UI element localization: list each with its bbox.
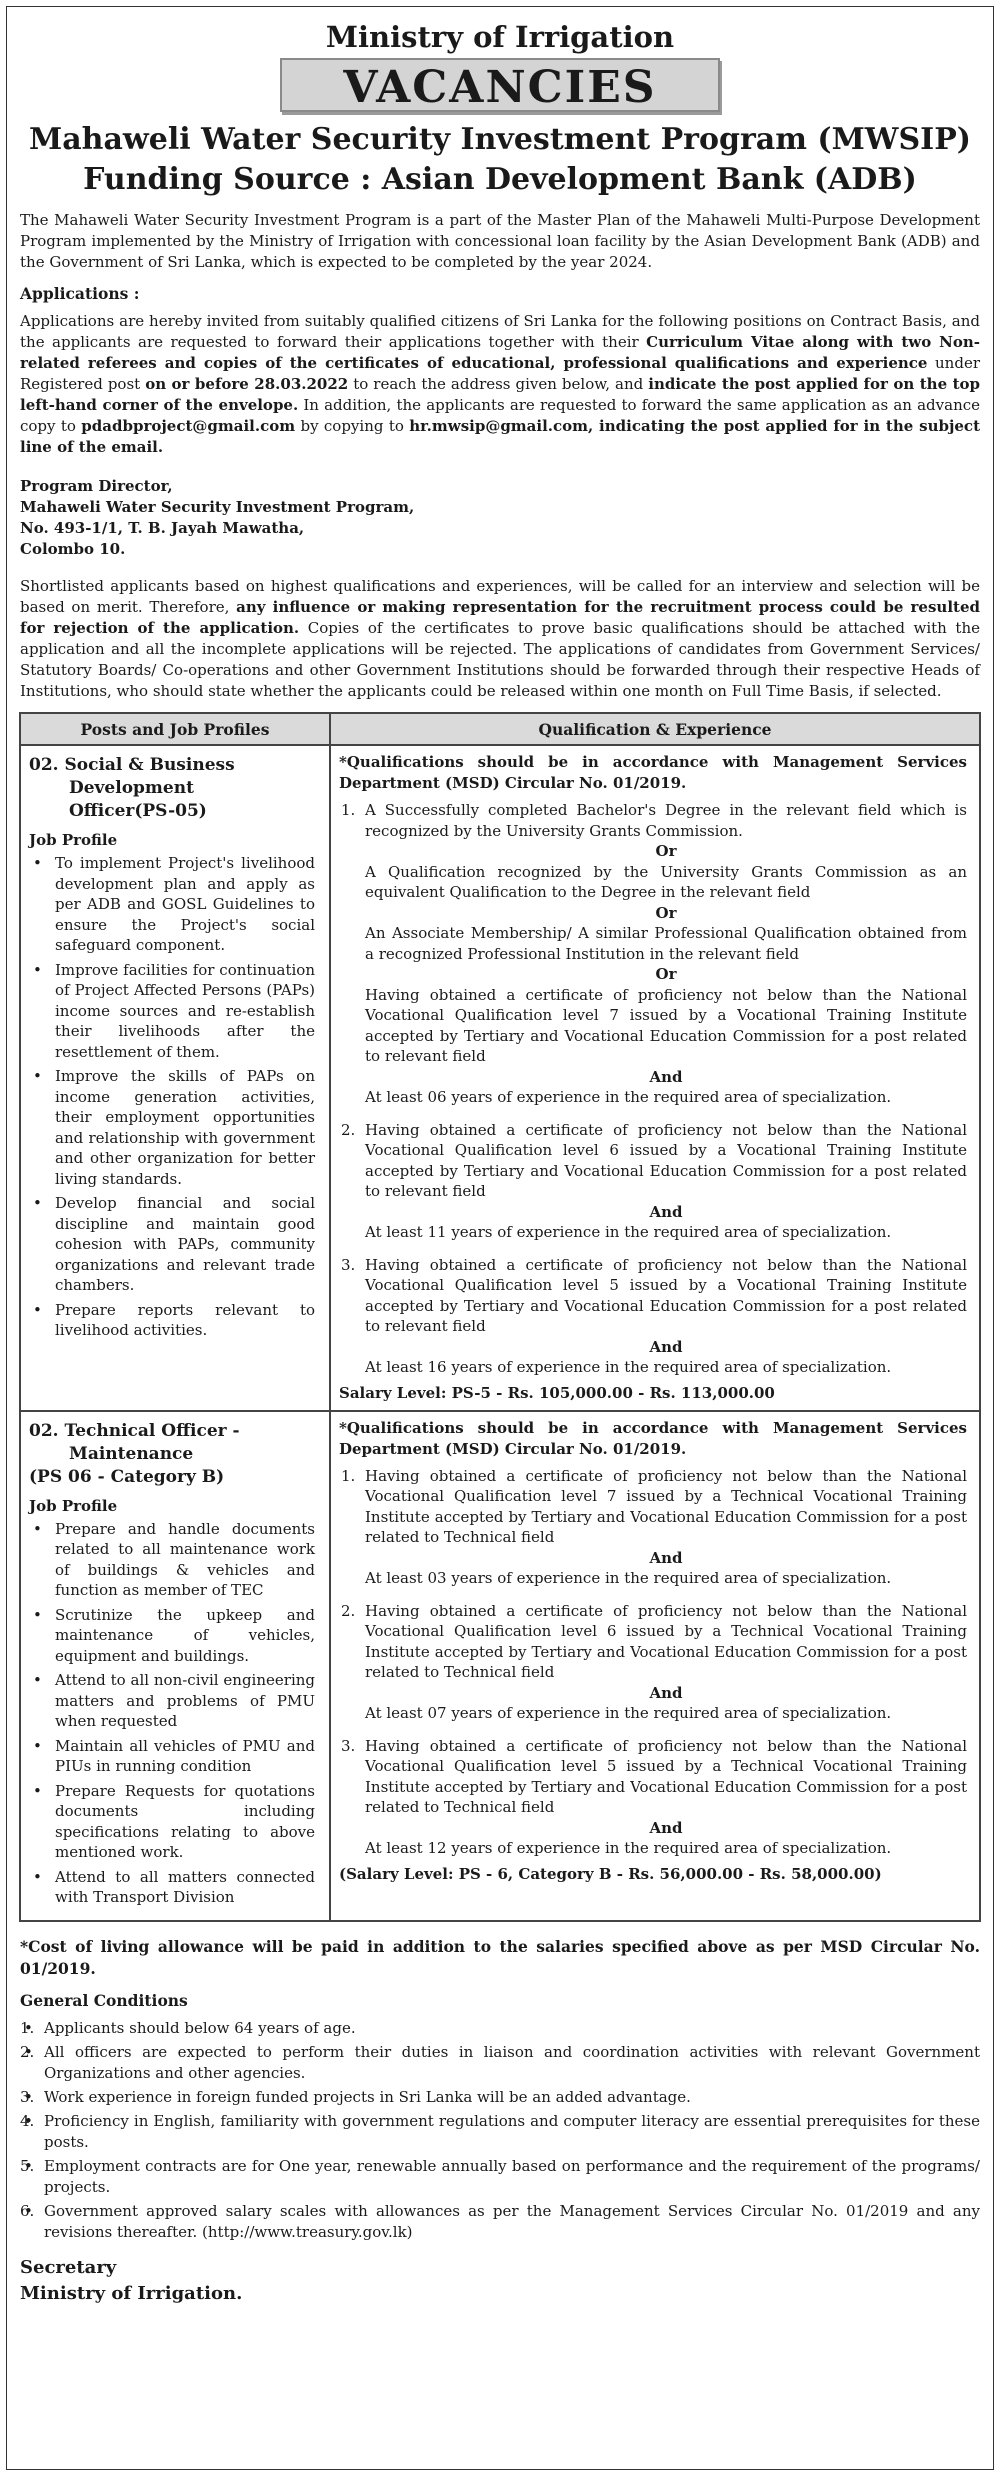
vacancies-banner: VACANCIES: [280, 58, 720, 112]
experience-text: At least 11 years of experience in the required area of specialization.: [365, 1223, 892, 1241]
list-item: [20, 2201, 980, 2243]
list-item: [20, 2018, 980, 2039]
shortlist-bold: any influence or making representation for the recruitment process could be resulted for rejection of the application.: [20, 598, 980, 637]
post1-qual-list: [339, 800, 967, 1378]
post1-title-b: Development: [69, 778, 194, 798]
post1-qual-3: [339, 1255, 967, 1378]
post2-qual-list: [339, 1466, 967, 1859]
apps-bold-1: Curriculum Vitae along with two Non-related referees and copies of the certificates of educational, professional qualifications and experience: [20, 333, 980, 372]
list-item: [20, 2042, 980, 2084]
item-text: Applicants should below 64 years of age.: [44, 2018, 356, 2037]
advance-copy-email[interactable]: pdadbproject@gmail.com: [81, 417, 296, 435]
or-label: Or: [655, 903, 677, 922]
post2-qual-note: *Qualifications should be in accordance with Management Services Department (MSD) Circular No. 01/2019.: [339, 1418, 967, 1458]
list-item: • Attend to all matters connected with Transport Division: [29, 1867, 315, 1908]
post2-qualification-cell: [330, 1411, 980, 1921]
table-row-post2: [20, 1411, 980, 1921]
list-item: [20, 2156, 980, 2198]
post1-job-profile-label: Job Profile: [29, 831, 118, 849]
address-line1: Program Director,: [20, 477, 173, 495]
hr-email[interactable]: hr.mwsip@gmail.com, indicating the post applied for in the subject line of the email.: [20, 417, 980, 456]
post2-duties: [29, 1519, 315, 1908]
col-qualification-header: Qualification & Experience: [330, 713, 980, 745]
postal-address: [20, 476, 980, 560]
experience-text: At least 03 years of experience in the required area of specialization.: [365, 1569, 892, 1587]
item-text: Employment contracts are for One year, renewable annually based on performance and the requirement of the programs/ projects.: [44, 2156, 980, 2196]
post1-qualification-cell: [330, 745, 980, 1411]
item-text: Proficiency in English, familiarity with government regulations and computer literacy are essential prerequisites for these posts.: [44, 2111, 980, 2151]
post1-profile-cell: [20, 745, 330, 1411]
shortlist-text-1: Shortlisted applicants based on highest qualifications and experiences, will be called for an interview and selection will be based on merit. Therefore,: [20, 577, 980, 616]
experience-text: At least 07 years of experience in the required area of specialization.: [365, 1704, 892, 1722]
experience-text: At least 16 years of experience in the required area of specialization.: [365, 1358, 892, 1376]
post2-title-a: 02. Technical Officer -: [29, 1420, 240, 1441]
item-text: All officers are expected to perform their duties in liaison and coordination activities with relevant Government Organizations and other agencies.: [44, 2042, 980, 2082]
qual-text: A Qualification recognized by the University Grants Commission as an equivalent Qualification to the Degree in the relevant field: [365, 862, 967, 901]
or-label: Or: [655, 965, 677, 983]
ministry-heading: Ministry of Irrigation: [325, 20, 675, 54]
qual-text: Having obtained a certificate of proficiency not below than the National Vocational Qualification level 7 issued by a Technical Vocational Training Institute accepted by Tertiary and Vocational Education Commission for a post related to Technical field: [365, 1466, 967, 1546]
post1-qual-note: *Qualifications should be in accordance with Management Services Department (MSD) Circular No. 01/2019.: [339, 753, 967, 792]
qual-number: 2.: [341, 1601, 356, 1620]
general-conditions-heading: General Conditions: [20, 1990, 188, 2010]
post1-salary: Salary Level: PS-5 - Rs. 105,000.00 - Rs. 113,000.00: [339, 1383, 775, 1402]
qual-number: 1.: [341, 801, 356, 819]
item-text: Work experience in foreign funded projects in Sri Lanka will be an added advantage.: [44, 2087, 691, 2106]
list-item: • Develop financial and social discipline and maintain good cohesion with PAPs, community organizations and relevant trade chambers.: [29, 1193, 315, 1296]
table-row-post1: [20, 745, 980, 1411]
and-label: And: [649, 1337, 683, 1356]
qual-text: Having obtained a certificate of proficiency not below than the National Vocational Qualification level 6 issued by a Vocational Training Institute accepted by Tertiary and Vocational Education Commission for a post related to relevant field: [365, 1120, 967, 1200]
and-label: And: [649, 1683, 683, 1702]
and-label: And: [649, 1818, 683, 1837]
qual-text: Having obtained a certificate of proficiency not below than the National Vocational Qualification level 6 issued by a Technical Vocational Training Institute accepted by Tertiary and Vocational Education Commission for a post related to Technical field: [365, 1601, 967, 1681]
item-number: • 1.: [20, 2018, 35, 2037]
table-header-row: [20, 713, 980, 745]
address-line2: Mahaweli Water Security Investment Program,: [20, 498, 415, 516]
post2-title: [29, 1420, 315, 1489]
list-item: [20, 2111, 980, 2153]
and-label: And: [649, 1067, 683, 1086]
program-title-line1: Mahaweli Water Security Investment Program (MWSIP): [29, 122, 971, 157]
apps-text-2: under Registered post: [20, 354, 980, 393]
post2-title-c: (PS 06 - Category B): [29, 1466, 225, 1487]
cost-of-living-note: *Cost of living allowance will be paid in addition to the salaries specified above as per MSD Circular No. 01/2019.: [20, 1936, 980, 1978]
qual-number: 3.: [341, 1255, 356, 1274]
post2-qual-1: [339, 1466, 967, 1589]
program-title-line2: Funding Source : Asian Development Bank (ADB): [83, 162, 917, 197]
list-item: • Prepare and handle documents related to all maintenance work of buildings & vehicles and function as member of TEC: [29, 1519, 315, 1601]
item-number: • 5.: [20, 2156, 35, 2175]
apps-text-4: In addition, the applicants are requested to forward the same application as an advance copy to: [20, 396, 981, 435]
general-conditions-list: [20, 2018, 980, 2243]
post2-qual-2: [339, 1601, 967, 1724]
qual-number: 1.: [341, 1466, 356, 1485]
col-posts-header: Posts and Job Profiles: [20, 713, 330, 745]
item-number: • 4.: [20, 2111, 35, 2130]
post1-title-a: 02. Social & Business: [29, 755, 235, 775]
and-label: And: [649, 1548, 683, 1567]
post2-profile-cell: [20, 1411, 330, 1921]
qual-text: Having obtained a certificate of proficiency not below than the National Vocational Qualification level 7 issued by a Vocational Training Institute accepted by Tertiary and Vocational Education Commission for a post related to relevant field: [365, 985, 967, 1065]
post1-qual-2: [339, 1120, 967, 1243]
experience-text: At least 12 years of experience in the required area of specialization.: [365, 1839, 892, 1857]
posts-table: [19, 712, 981, 1922]
intro-paragraph: The Mahaweli Water Security Investment Program is a part of the Master Plan of the Mahaweli Multi-Purpose Development Program implemented by the Ministry of Irrigation with concessional loan facility by the Asian Development Bank (ADB) and the Government of Sri Lanka, which is expected to be completed by the year 2024.: [20, 211, 980, 271]
post2-job-profile-label: Job Profile: [29, 1496, 118, 1515]
post2-title-b: Maintenance: [69, 1443, 194, 1464]
apps-text-3: to reach the address given below, and: [348, 375, 649, 393]
list-item: • Attend to all non-civil engineering matters and problems of PMU when requested: [29, 1670, 315, 1732]
post1-qual-1: [339, 800, 967, 1108]
or-label: Or: [655, 842, 677, 860]
apps-bold-3: indicate the post applied for on the top left-hand corner of the envelope.: [20, 375, 980, 414]
list-item: • Improve the skills of PAPs on income generation activities, their employment opportunities and relationship with government and other organization for better living standards.: [29, 1066, 315, 1189]
item-number: • 3.: [20, 2087, 35, 2106]
list-item: • Prepare Requests for quotations documents including specifications relating to above mentioned work.: [29, 1781, 315, 1863]
address-line4: Colombo 10.: [20, 540, 126, 558]
qual-text: Having obtained a certificate of proficiency not below than the National Vocational Qualification level 5 issued by a Vocational Training Institute accepted by Tertiary and Vocational Education Commission for a post related to relevant field: [365, 1255, 967, 1335]
signature-title: Secretary: [20, 2256, 117, 2278]
list-item: • Scrutinize the upkeep and maintenance of vehicles, equipment and buildings.: [29, 1605, 315, 1667]
content: [20, 18, 980, 2307]
item-text: Government approved salary scales with allowances as per the Management Services Circular No. 01/2019 and any revisions thereafter. (http://www.treasury.gov.lk): [44, 2201, 980, 2241]
apps-bold-2: on or before 28.03.2022: [145, 375, 349, 393]
item-number: • 6.: [20, 2201, 35, 2220]
post1-title-c: Officer(PS-05): [69, 801, 207, 821]
qual-text: An Associate Membership/ A similar Professional Qualification obtained from a recognized Professional Institution in the relevant field: [365, 924, 967, 963]
qual-number: 2.: [341, 1120, 356, 1139]
applications-paragraph: [20, 311, 980, 458]
qual-text: A Successfully completed Bachelor's Degree in the relevant field which is recognized by the University Grants Commission.: [365, 801, 967, 840]
shortlist-paragraph: [20, 576, 980, 702]
list-item: [20, 2087, 980, 2108]
list-item: • Improve facilities for continuation of Project Affected Persons (PAPs) income sources and re-establish their livelihoods after the resettlement of them.: [29, 960, 315, 1063]
qual-text: Having obtained a certificate of proficiency not below than the National Vocational Qualification level 5 issued by a Technical Vocational Training Institute accepted by Tertiary and Vocational Education Commission for a post related to Technical field: [365, 1736, 967, 1816]
list-item: • To implement Project's livelihood development plan and apply as per ADB and GOSL Guidelines to ensure the Project's social safeguard component.: [29, 853, 315, 956]
post1-duties: [29, 853, 315, 1341]
experience-text: At least 06 years of experience in the required area of specialization.: [365, 1088, 892, 1106]
list-item: • Maintain all vehicles of PMU and PIUs in running condition: [29, 1736, 315, 1777]
address-line3: No. 493-1/1, T. B. Jayah Mawatha,: [20, 519, 305, 537]
and-label: And: [649, 1202, 683, 1221]
vacancies-banner-wrap: [20, 58, 980, 112]
item-number: • 2.: [20, 2042, 35, 2061]
list-item: • Prepare reports relevant to livelihood activities.: [29, 1300, 315, 1341]
qual-number: 3.: [341, 1736, 356, 1755]
apps-text-5: by copying to: [295, 417, 410, 435]
signature-block: [20, 2255, 980, 2307]
post2-qual-3: [339, 1736, 967, 1859]
apps-text-1: Applications are hereby invited from suitably qualified citizens of Sri Lanka for the following positions on Contract Basis, and the applicants are requested to forward their applications together with their: [20, 312, 980, 351]
applications-heading: Applications :: [20, 284, 140, 303]
program-title: [20, 120, 980, 200]
signature-org: Ministry of Irrigation.: [20, 2282, 243, 2304]
shortlist-text-2: Copies of the certificates to prove basic qualifications should be attached with the application and all the incomplete applications will be rejected. The applications of candidates from Government Services/ Statutory Boards/ Co-operations and other Government Institutions should be forwarded through their respective Heads of Institutions, who should state whether the applicants could be released within one month on Full Time Basis, if selected.: [20, 619, 980, 700]
post1-title: [29, 754, 315, 823]
post2-salary: (Salary Level: PS - 6, Category B - Rs. 56,000.00 - Rs. 58,000.00): [339, 1864, 882, 1883]
